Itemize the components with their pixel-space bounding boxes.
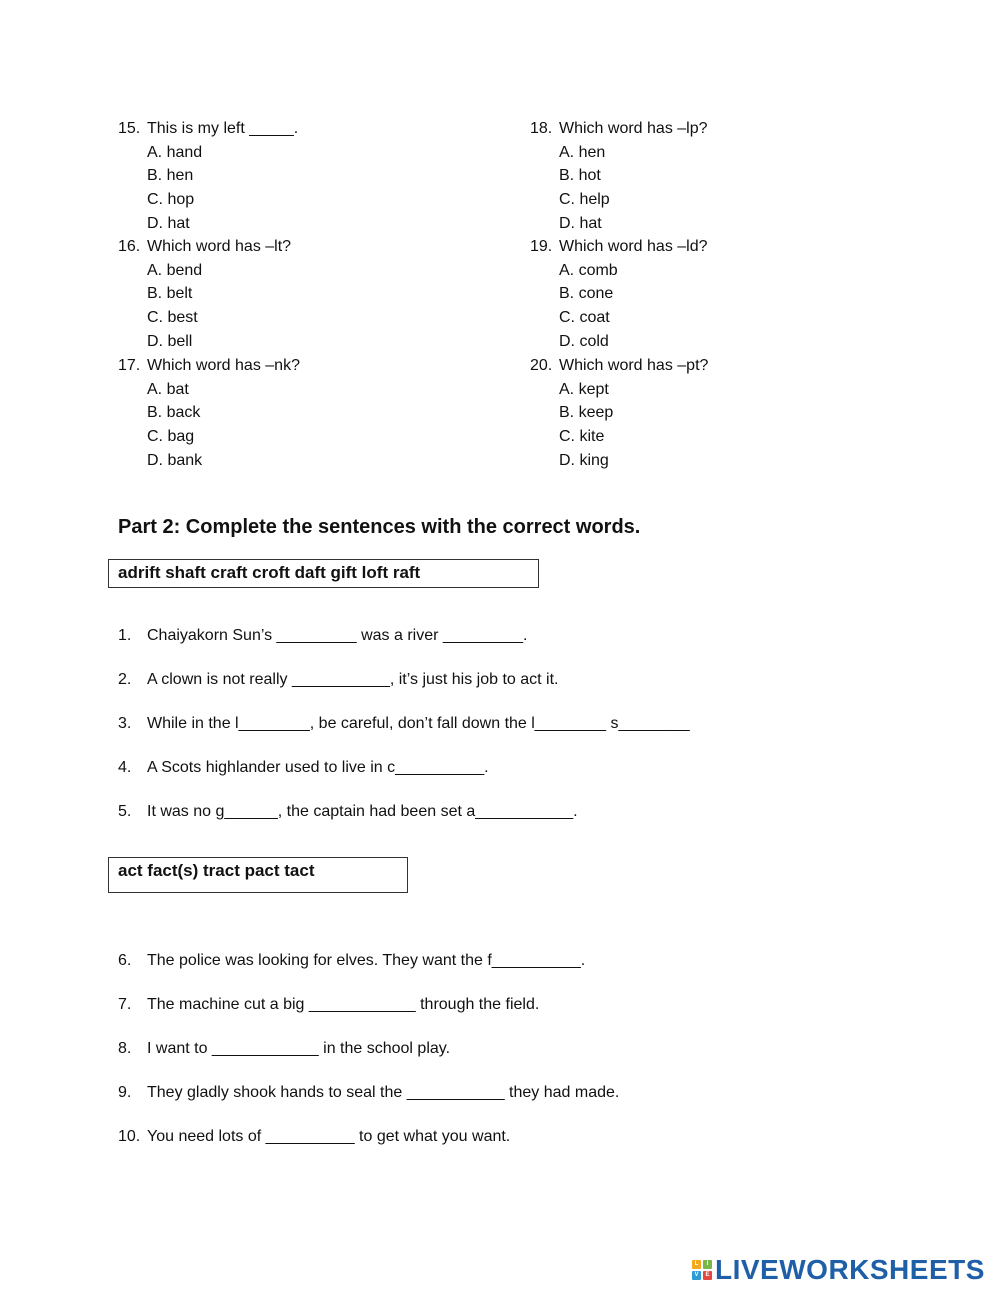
option-d: D. bell <box>147 332 193 350</box>
sentence-number: 10. <box>118 1128 141 1145</box>
question-18 <box>530 117 890 235</box>
question-17 <box>118 354 478 472</box>
option-a: A. comb <box>559 261 618 279</box>
sentence-number: 8. <box>118 1040 132 1057</box>
sentence-7 <box>118 994 539 1016</box>
logo-blocks-icon <box>692 1260 712 1280</box>
option-c: C. best <box>147 309 198 327</box>
question-number: 15. <box>118 120 141 137</box>
sentence-text: It was no g______, the captain had been set a___________. <box>147 803 578 820</box>
sentence-4 <box>118 757 489 779</box>
sentence-text: They gladly shook hands to seal the ___________ they had made. <box>147 1084 620 1101</box>
sentence-text: A Scots highlander used to live in c__________. <box>147 759 489 776</box>
option-a: A. bend <box>147 261 203 279</box>
sentence-10 <box>118 1126 510 1148</box>
question-number: 18. <box>530 120 553 137</box>
logo-block-e: E <box>703 1271 712 1280</box>
option-d: D. hat <box>147 214 190 232</box>
question-number: 20. <box>530 357 553 374</box>
sentence-3 <box>118 713 690 735</box>
option-c: C. hop <box>147 191 195 209</box>
option-c: C. coat <box>559 309 610 327</box>
sentence-text: You need lots of __________ to get what you want. <box>147 1128 511 1145</box>
question-text: Which word has –lt? <box>147 238 292 255</box>
sentence-text: I want to ____________ in the school play. <box>147 1040 451 1057</box>
question-number: 19. <box>530 238 553 255</box>
option-c: C. kite <box>559 428 605 446</box>
option-d: D. cold <box>559 332 609 350</box>
sentence-text: The machine cut a big ____________ through the field. <box>147 996 540 1013</box>
sentence-8 <box>118 1038 450 1060</box>
option-b: B. hot <box>559 167 601 185</box>
sentence-number: 7. <box>118 996 132 1013</box>
question-text: Which word has –nk? <box>147 357 300 374</box>
sentence-5 <box>118 801 578 823</box>
sentence-number: 2. <box>118 671 132 688</box>
question-16 <box>118 235 478 353</box>
sentence-number: 3. <box>118 715 132 732</box>
question-20 <box>530 354 890 472</box>
logo-block-l: L <box>692 1260 701 1269</box>
question-number: 17. <box>118 357 141 374</box>
option-a: A. hand <box>147 143 203 161</box>
option-a: A. bat <box>147 380 189 398</box>
sentence-6 <box>118 950 585 972</box>
question-text: Which word has –ld? <box>559 238 708 255</box>
sentence-text: While in the l________, be careful, don’t fall down the l________ s________ <box>147 715 690 732</box>
question-text: Which word has –pt? <box>559 357 709 374</box>
word-bank-1: adrift shaft craft croft daft gift loft raft <box>108 559 539 588</box>
option-b: B. hen <box>147 167 194 185</box>
option-d: D. king <box>559 451 609 469</box>
logo-block-v: V <box>692 1271 701 1280</box>
option-c: C. bag <box>147 428 195 446</box>
sentence-text: A clown is not really ___________, it’s just his job to act it. <box>147 671 559 688</box>
option-b: B. back <box>147 404 201 422</box>
option-a: A. hen <box>559 143 606 161</box>
question-text: Which word has –lp? <box>559 120 708 137</box>
question-15 <box>118 117 478 235</box>
word-bank-2: act fact(s) tract pact tact <box>108 857 408 893</box>
sentence-number: 1. <box>118 627 132 644</box>
sentence-text: The police was looking for elves. They want the f__________. <box>147 952 586 969</box>
logo-text: LIVEWORKSHEETS <box>715 1254 985 1285</box>
sentence-number: 5. <box>118 803 132 820</box>
question-19 <box>530 235 890 353</box>
sentence-number: 4. <box>118 759 132 776</box>
option-a: A. kept <box>559 380 609 398</box>
option-b: B. keep <box>559 404 614 422</box>
sentence-text: Chaiyakorn Sun’s _________ was a river _________. <box>147 627 528 644</box>
option-d: D. hat <box>559 214 602 232</box>
option-d: D. bank <box>147 451 203 469</box>
sentence-2 <box>118 669 559 691</box>
sentence-number: 9. <box>118 1084 132 1101</box>
option-c: C. help <box>559 191 610 209</box>
liveworksheets-logo <box>692 1253 985 1287</box>
option-b: B. belt <box>147 285 193 303</box>
part-2-title: Part 2: Complete the sentences with the correct words. <box>118 516 641 538</box>
option-b: B. cone <box>559 285 614 303</box>
logo-block-i: I <box>703 1260 712 1269</box>
question-text: This is my left _____. <box>147 120 299 137</box>
question-number: 16. <box>118 238 141 255</box>
sentence-1 <box>118 625 527 647</box>
sentence-number: 6. <box>118 952 132 969</box>
sentence-9 <box>118 1082 619 1104</box>
